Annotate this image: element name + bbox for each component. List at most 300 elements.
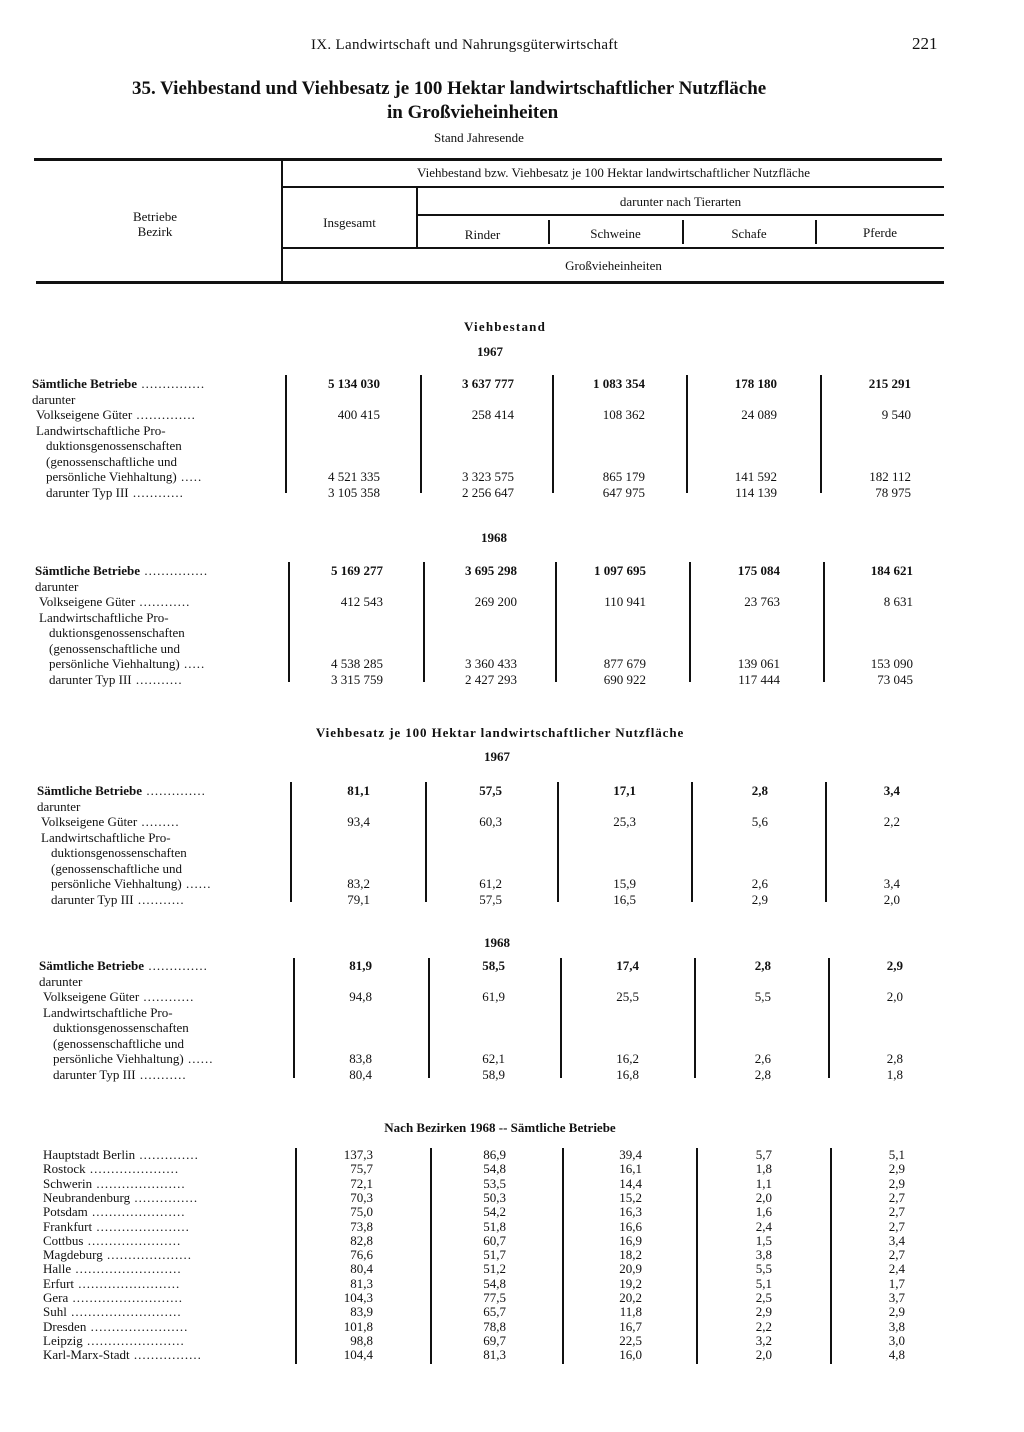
- section-viehbesatz: Viehbesatz je 100 Hektar landwirtschaftlicher Nutzfläche: [315, 725, 685, 740]
- table-row: [0, 830, 1024, 845]
- leader-dots: ................: [129, 1347, 202, 1363]
- cell-rinder: 60,3: [479, 814, 502, 829]
- cell-schweine: 11,8: [619, 1304, 642, 1320]
- cell-schweine: 690 922: [603, 671, 646, 687]
- table-row: [0, 1161, 1024, 1176]
- cell-insgesamt: 75,0: [350, 1204, 373, 1220]
- table-row: [0, 1276, 1024, 1291]
- cell-schafe: 2,4: [755, 1218, 772, 1234]
- row-label-text: Sämtliche Betriebe: [32, 376, 138, 391]
- leader-dots: ..............: [144, 958, 208, 973]
- cell-schafe: 2,0: [755, 1189, 772, 1205]
- row-label: [53, 1067, 187, 1083]
- leader-dots: ......................: [92, 1218, 190, 1234]
- cell-schafe: 5,5: [755, 1261, 772, 1277]
- row-label-text: Cottbus: [43, 1232, 84, 1248]
- cell-rinder: 57,5: [479, 783, 502, 798]
- table-row: [0, 579, 1024, 594]
- table-row: [0, 469, 1024, 484]
- cell-schafe: 5,6: [751, 814, 768, 829]
- row-label: [35, 579, 78, 595]
- leader-dots: ....................: [102, 1247, 192, 1263]
- header-spanner: Viehbestand bzw. Viehbesatz je 100 Hektar landwirtschaftlicher Nutzfläche: [417, 165, 810, 180]
- header-unit-rule: [283, 247, 944, 249]
- header-pferde: Pferde: [863, 225, 897, 240]
- row-label-text: duktionsgenossenschaften: [53, 1020, 189, 1035]
- row-label-text: persönliche Viehhaltung): [46, 469, 177, 484]
- cell-schafe: 2,8: [751, 783, 768, 798]
- cell-insgesamt: 80,4: [349, 1066, 372, 1082]
- cell-schweine: 20,2: [619, 1290, 642, 1305]
- cell-pferde: 2,7: [888, 1204, 905, 1220]
- table-row: [0, 1304, 1024, 1319]
- table-row: [0, 625, 1024, 640]
- row-label-text: Volkseigene Güter: [39, 594, 136, 609]
- cell-insgesamt: 70,3: [350, 1189, 373, 1205]
- cell-schafe: 5,5: [754, 989, 771, 1004]
- row-label-text: (genossenschaftliche und: [51, 860, 183, 876]
- leader-dots: ......................: [83, 1232, 182, 1248]
- row-label: [51, 845, 187, 861]
- row-label: [43, 1347, 202, 1363]
- row-label-text: duktionsgenossenschaften: [49, 625, 185, 640]
- row-label: [46, 485, 184, 501]
- leader-dots: ............: [135, 594, 191, 609]
- cell-pferde: 1,8: [886, 1066, 903, 1082]
- table-row: [0, 1333, 1024, 1348]
- table-row: [0, 814, 1024, 829]
- cell-pferde: 1,7: [888, 1275, 905, 1291]
- cell-insgesamt: 400 415: [337, 407, 380, 422]
- table-row: [0, 1347, 1024, 1362]
- row-label-text: darunter: [37, 798, 81, 814]
- cell-pferde: 3,7: [888, 1290, 905, 1305]
- row-label: [39, 610, 169, 626]
- cell-pferde: 2,9: [888, 1161, 905, 1177]
- row-label-text: Volkseigene Güter: [36, 407, 133, 422]
- cell-schafe: 23 763: [744, 594, 780, 609]
- section-year-1968: 1968: [481, 530, 507, 545]
- leader-dots: ............: [139, 989, 195, 1004]
- row-label: [46, 454, 177, 470]
- table-row: [0, 392, 1024, 407]
- table-row: [0, 1020, 1024, 1035]
- table-row: [0, 1319, 1024, 1334]
- row-label-text: persönliche Viehhaltung): [53, 1051, 184, 1066]
- cell-rinder: 54,2: [483, 1204, 506, 1220]
- header-spanner-rule: [283, 186, 944, 188]
- cell-rinder: 69,7: [483, 1332, 506, 1348]
- cell-insgesamt: 81,1: [347, 783, 370, 798]
- cell-schweine: 110 941: [604, 594, 646, 609]
- row-label: [39, 974, 82, 990]
- table-row: [0, 1005, 1024, 1020]
- cell-insgesamt: 4 538 285: [331, 656, 383, 671]
- row-label: [51, 876, 212, 892]
- row-label: [46, 438, 182, 454]
- section-bezirke: [300, 1120, 700, 1136]
- cell-insgesamt: 4 521 335: [328, 469, 380, 484]
- cell-schafe: 175 084: [737, 563, 780, 578]
- cell-schafe: 141 592: [734, 469, 777, 484]
- row-label-text: Hauptstadt Berlin: [43, 1147, 136, 1162]
- leader-dots: ...............: [130, 1189, 199, 1205]
- cell-rinder: 54,8: [483, 1275, 506, 1291]
- cell-insgesamt: 101,8: [343, 1318, 373, 1334]
- table-row: [0, 1233, 1024, 1248]
- cell-insgesamt: 75,7: [350, 1161, 373, 1177]
- row-label-text: Dresden: [43, 1318, 87, 1334]
- row-label-text: Sämtliche Betriebe: [37, 783, 143, 798]
- cell-schafe: 1,1: [755, 1175, 772, 1191]
- row-label: [49, 641, 180, 657]
- cell-insgesamt: 137,3: [343, 1147, 373, 1162]
- row-label: [39, 594, 190, 610]
- row-label-text: Karl-Marx-Stadt: [43, 1347, 130, 1363]
- cell-pferde: 3,0: [888, 1332, 905, 1348]
- row-label: [43, 989, 194, 1005]
- cell-schweine: 865 179: [602, 469, 645, 484]
- leader-dots: ..........................: [68, 1290, 184, 1305]
- header-stub-betriebe: Betriebe: [132, 209, 178, 224]
- cell-pferde: 73 045: [877, 671, 913, 687]
- row-label-text: darunter Typ III: [53, 1066, 136, 1082]
- row-label-text: Suhl: [43, 1304, 67, 1320]
- leader-dots: ...........: [135, 1066, 187, 1082]
- table-row: [0, 845, 1024, 860]
- cell-schafe: 117 444: [738, 671, 780, 687]
- cell-pferde: 3,4: [883, 876, 900, 891]
- table-row: [0, 958, 1024, 973]
- cell-schafe: 3,8: [755, 1247, 772, 1263]
- cell-schweine: 16,6: [619, 1218, 642, 1234]
- cell-rinder: 51,7: [483, 1247, 506, 1263]
- cell-schweine: 15,9: [613, 876, 636, 891]
- table-row: [0, 407, 1024, 422]
- table-row: [0, 1190, 1024, 1205]
- leader-dots: .....: [179, 656, 206, 671]
- table-row: [0, 799, 1024, 814]
- cell-pferde: 2,7: [888, 1189, 905, 1205]
- table-row: [0, 989, 1024, 1004]
- leader-dots: ..............: [142, 783, 206, 798]
- section-bezirke-label: Nach Bezirken 1968 -- Sämtliche Betriebe: [384, 1120, 616, 1135]
- cell-insgesamt: 5 134 030: [328, 376, 380, 391]
- header-bottom-rule: [36, 281, 944, 284]
- row-label: [53, 1020, 189, 1036]
- cell-insgesamt: 83,2: [347, 876, 370, 891]
- leader-dots: .....................: [85, 1161, 180, 1177]
- leader-dots: .......................: [86, 1318, 189, 1334]
- table-row: [0, 1219, 1024, 1234]
- cell-insgesamt: 81,9: [349, 958, 372, 973]
- row-label: [49, 625, 185, 641]
- row-label-text: Landwirtschaftliche Pro-: [41, 829, 171, 845]
- cell-pferde: 2,4: [888, 1261, 905, 1277]
- header-schafe: Schafe: [731, 226, 767, 241]
- cell-insgesamt: 79,1: [347, 891, 370, 907]
- cell-insgesamt: 104,3: [343, 1290, 373, 1305]
- leader-dots: ........................: [74, 1275, 181, 1291]
- cell-schweine: 16,7: [619, 1318, 642, 1334]
- cell-schweine: 17,1: [613, 783, 636, 798]
- cell-pferde: 2,0: [886, 989, 903, 1004]
- cell-rinder: 77,5: [483, 1290, 506, 1305]
- cell-pferde: 2,9: [886, 958, 903, 973]
- row-label: [46, 469, 202, 485]
- row-label-text: Volkseigene Güter: [43, 989, 140, 1004]
- row-label: [37, 799, 80, 815]
- header-darunter-rule: [417, 214, 944, 216]
- cell-schweine: 15,2: [619, 1189, 642, 1205]
- leader-dots: ............: [128, 484, 184, 500]
- cell-schweine: 39,4: [619, 1147, 642, 1162]
- table-row: [0, 1247, 1024, 1262]
- cell-schafe: 2,2: [755, 1318, 772, 1334]
- row-label: [41, 814, 180, 830]
- cell-insgesamt: 412 543: [340, 594, 383, 609]
- cell-insgesamt: 94,8: [349, 989, 372, 1004]
- row-label-text: darunter Typ III: [51, 891, 134, 907]
- cell-schweine: 16,1: [619, 1161, 642, 1177]
- header-darunter: darunter nach Tierarten: [619, 194, 742, 209]
- row-label-text: Magdeburg: [43, 1247, 103, 1263]
- table-row: [0, 1204, 1024, 1219]
- leader-dots: ..............: [135, 1147, 199, 1162]
- cell-schafe: 178 180: [734, 376, 777, 391]
- table-row: [0, 876, 1024, 891]
- cell-rinder: 86,9: [483, 1147, 506, 1162]
- cell-schafe: 2,0: [755, 1347, 772, 1363]
- table-row: [0, 641, 1024, 656]
- row-label-text: darunter: [32, 391, 76, 407]
- cell-rinder: 3 360 433: [465, 656, 517, 671]
- cell-schafe: 5,7: [755, 1147, 772, 1162]
- cell-pferde: 215 291: [868, 376, 911, 391]
- row-label-text: Landwirtschaftliche Pro-: [43, 1004, 173, 1020]
- cell-schweine: 25,5: [616, 989, 639, 1004]
- cell-schweine: 647 975: [602, 484, 645, 500]
- cell-schafe: 2,6: [754, 1051, 771, 1066]
- row-label: [41, 830, 171, 846]
- row-label-text: Schwerin: [43, 1175, 93, 1191]
- cell-rinder: 81,3: [483, 1347, 506, 1363]
- cell-insgesamt: 80,4: [350, 1261, 373, 1277]
- cell-rinder: 58,5: [482, 958, 505, 973]
- cell-schweine: 16,9: [619, 1232, 642, 1248]
- cell-schafe: 5,1: [755, 1275, 772, 1291]
- row-label: [32, 376, 205, 392]
- cell-insgesamt: 104,4: [343, 1347, 373, 1363]
- cell-pferde: 2,9: [888, 1304, 905, 1320]
- row-label-text: Sämtliche Betriebe: [39, 958, 145, 973]
- row-label: [35, 563, 208, 579]
- cell-pferde: 184 621: [870, 563, 913, 578]
- table-title-line2: in Großvieheinheiten: [387, 102, 559, 123]
- row-label: [36, 407, 196, 423]
- cell-schafe: 2,6: [751, 876, 768, 891]
- cell-rinder: 2 256 647: [462, 484, 514, 500]
- table-row: [0, 563, 1024, 578]
- table-row: [0, 1036, 1024, 1051]
- cell-insgesamt: 73,8: [350, 1218, 373, 1234]
- table-row: [0, 485, 1024, 500]
- cell-schweine: 22,5: [619, 1332, 642, 1348]
- cell-schweine: 877 679: [603, 656, 646, 671]
- cell-pferde: 3,4: [883, 783, 900, 798]
- cell-schweine: 18,2: [619, 1247, 642, 1263]
- cell-pferde: 4,8: [888, 1347, 905, 1363]
- cell-schafe: 1,5: [755, 1232, 772, 1248]
- cell-pferde: 3,8: [888, 1318, 905, 1334]
- row-label: [32, 392, 75, 408]
- leader-dots: ...............: [140, 563, 209, 578]
- cell-pferde: 2,2: [883, 814, 900, 829]
- cell-rinder: 3 637 777: [462, 376, 514, 391]
- cell-rinder: 269 200: [474, 594, 517, 609]
- cell-rinder: 78,8: [483, 1318, 506, 1334]
- cell-rinder: 3 323 575: [462, 469, 514, 484]
- cell-schweine: 16,5: [613, 891, 636, 907]
- row-label-text: Frankfurt: [43, 1218, 93, 1234]
- cell-pferde: 8 631: [883, 594, 913, 609]
- header-schweine: Schweine: [590, 226, 641, 241]
- row-label-text: Rostock: [43, 1161, 86, 1177]
- header-rinder: Rinder: [464, 227, 501, 242]
- cell-schweine: 19,2: [619, 1275, 642, 1291]
- leader-dots: ..............: [132, 407, 196, 422]
- page-number: 221: [912, 34, 938, 53]
- section-viehbestand: Viehbestand: [463, 319, 547, 334]
- cell-schweine: 1 083 354: [593, 376, 645, 391]
- leader-dots: .........................: [71, 1261, 182, 1277]
- table-row: [0, 1147, 1024, 1162]
- row-label-text: persönliche Viehhaltung): [51, 876, 182, 891]
- cell-schweine: 16,3: [619, 1204, 642, 1220]
- cell-schafe: 3,2: [755, 1332, 772, 1348]
- cell-insgesamt: 5 169 277: [331, 563, 383, 578]
- table-row: [0, 423, 1024, 438]
- table-row: [0, 1051, 1024, 1066]
- cell-schweine: 25,3: [613, 814, 636, 829]
- cell-schweine: 16,0: [619, 1347, 642, 1363]
- cell-rinder: 2 427 293: [465, 671, 517, 687]
- cell-rinder: 61,9: [482, 989, 505, 1004]
- cell-schafe: 2,9: [755, 1304, 772, 1320]
- row-label-text: Sämtliche Betriebe: [35, 563, 141, 578]
- row-label-text: persönliche Viehhaltung): [49, 656, 180, 671]
- leader-dots: .........: [137, 814, 180, 829]
- table-row: [0, 861, 1024, 876]
- table-row: [0, 1067, 1024, 1082]
- cell-rinder: 51,8: [483, 1218, 506, 1234]
- table-row: [0, 376, 1024, 391]
- cell-rinder: 60,7: [483, 1232, 506, 1248]
- cell-schafe: 114 139: [735, 484, 777, 500]
- cell-pferde: 2,7: [888, 1247, 905, 1263]
- leader-dots: .....: [176, 469, 203, 484]
- leader-dots: ......................: [87, 1204, 186, 1220]
- table-row: [0, 656, 1024, 671]
- table-row: [0, 672, 1024, 687]
- cell-schafe: 2,5: [755, 1290, 772, 1305]
- section-year-1967: 1967: [484, 749, 510, 764]
- row-label-text: Erfurt: [43, 1275, 75, 1291]
- cell-insgesamt: 3 315 759: [331, 671, 383, 687]
- cell-pferde: 2,9: [888, 1175, 905, 1191]
- row-label-text: Landwirtschaftliche Pro-: [39, 609, 169, 625]
- table-row: [0, 438, 1024, 453]
- row-label: [49, 656, 205, 672]
- row-label: [51, 892, 185, 908]
- row-label-text: Gera: [43, 1290, 69, 1305]
- row-label-text: darunter Typ III: [46, 484, 129, 500]
- table-row: [0, 783, 1024, 798]
- cell-pferde: 5,1: [888, 1147, 905, 1162]
- row-label-text: (genossenschaftliche und: [53, 1035, 185, 1051]
- row-label-text: Leipzig: [43, 1332, 83, 1348]
- cell-schweine: 20,9: [619, 1261, 642, 1277]
- cell-pferde: 2,7: [888, 1218, 905, 1234]
- header-top-rule: [34, 158, 942, 161]
- cell-schafe: 139 061: [737, 656, 780, 671]
- table-row: [0, 1176, 1024, 1191]
- row-label-text: duktionsgenossenschaften: [51, 845, 187, 860]
- cell-schweine: 1 097 695: [594, 563, 646, 578]
- cell-schafe: 1,6: [755, 1204, 772, 1220]
- leader-dots: ...........: [133, 891, 185, 907]
- row-label: [53, 1036, 184, 1052]
- cell-pferde: 9 540: [881, 407, 911, 422]
- row-label-text: darunter Typ III: [49, 671, 132, 687]
- section-year-1967: 1967: [477, 344, 503, 359]
- cell-insgesamt: 76,6: [350, 1247, 373, 1263]
- row-label-text: darunter: [39, 973, 83, 989]
- row-label-text: Neubrandenburg: [43, 1189, 131, 1205]
- header-unit: Großvieheinheiten: [565, 258, 662, 273]
- leader-dots: ..........................: [66, 1304, 182, 1320]
- row-label-text: darunter: [35, 578, 79, 594]
- leader-dots: .......................: [82, 1332, 185, 1348]
- cell-pferde: 182 112: [869, 469, 911, 484]
- row-label: [36, 423, 166, 439]
- table-row: [0, 892, 1024, 907]
- cell-schweine: 16,8: [616, 1066, 639, 1082]
- cell-insgesamt: 93,4: [347, 814, 370, 829]
- row-label: [49, 672, 183, 688]
- row-label: [37, 783, 206, 799]
- cell-schafe: 2,8: [754, 1066, 771, 1082]
- cell-rinder: 50,3: [483, 1189, 506, 1205]
- cell-schweine: 14,4: [619, 1175, 642, 1191]
- row-label: [43, 1005, 173, 1021]
- table-row: [0, 974, 1024, 989]
- cell-pferde: 3,4: [888, 1232, 905, 1248]
- leader-dots: .....................: [92, 1175, 186, 1191]
- cell-rinder: 62,1: [482, 1051, 505, 1066]
- row-label: [51, 861, 182, 877]
- header-stub-bezirk: Bezirk: [137, 224, 173, 239]
- cell-insgesamt: 98,8: [350, 1332, 373, 1348]
- cell-rinder: 54,8: [483, 1161, 506, 1177]
- cell-schweine: 17,4: [616, 958, 639, 973]
- cell-insgesamt: 83,8: [349, 1051, 372, 1066]
- cell-rinder: 65,7: [483, 1304, 506, 1320]
- table-title: 35. Viehbestand und Viehbesatz je 100 Hektar landwirtschaftlicher Nutzfläche: [132, 78, 767, 99]
- table-subtitle: Stand Jahresende: [434, 130, 524, 145]
- cell-pferde: 153 090: [870, 656, 913, 671]
- section-year-1968: 1968: [484, 935, 510, 950]
